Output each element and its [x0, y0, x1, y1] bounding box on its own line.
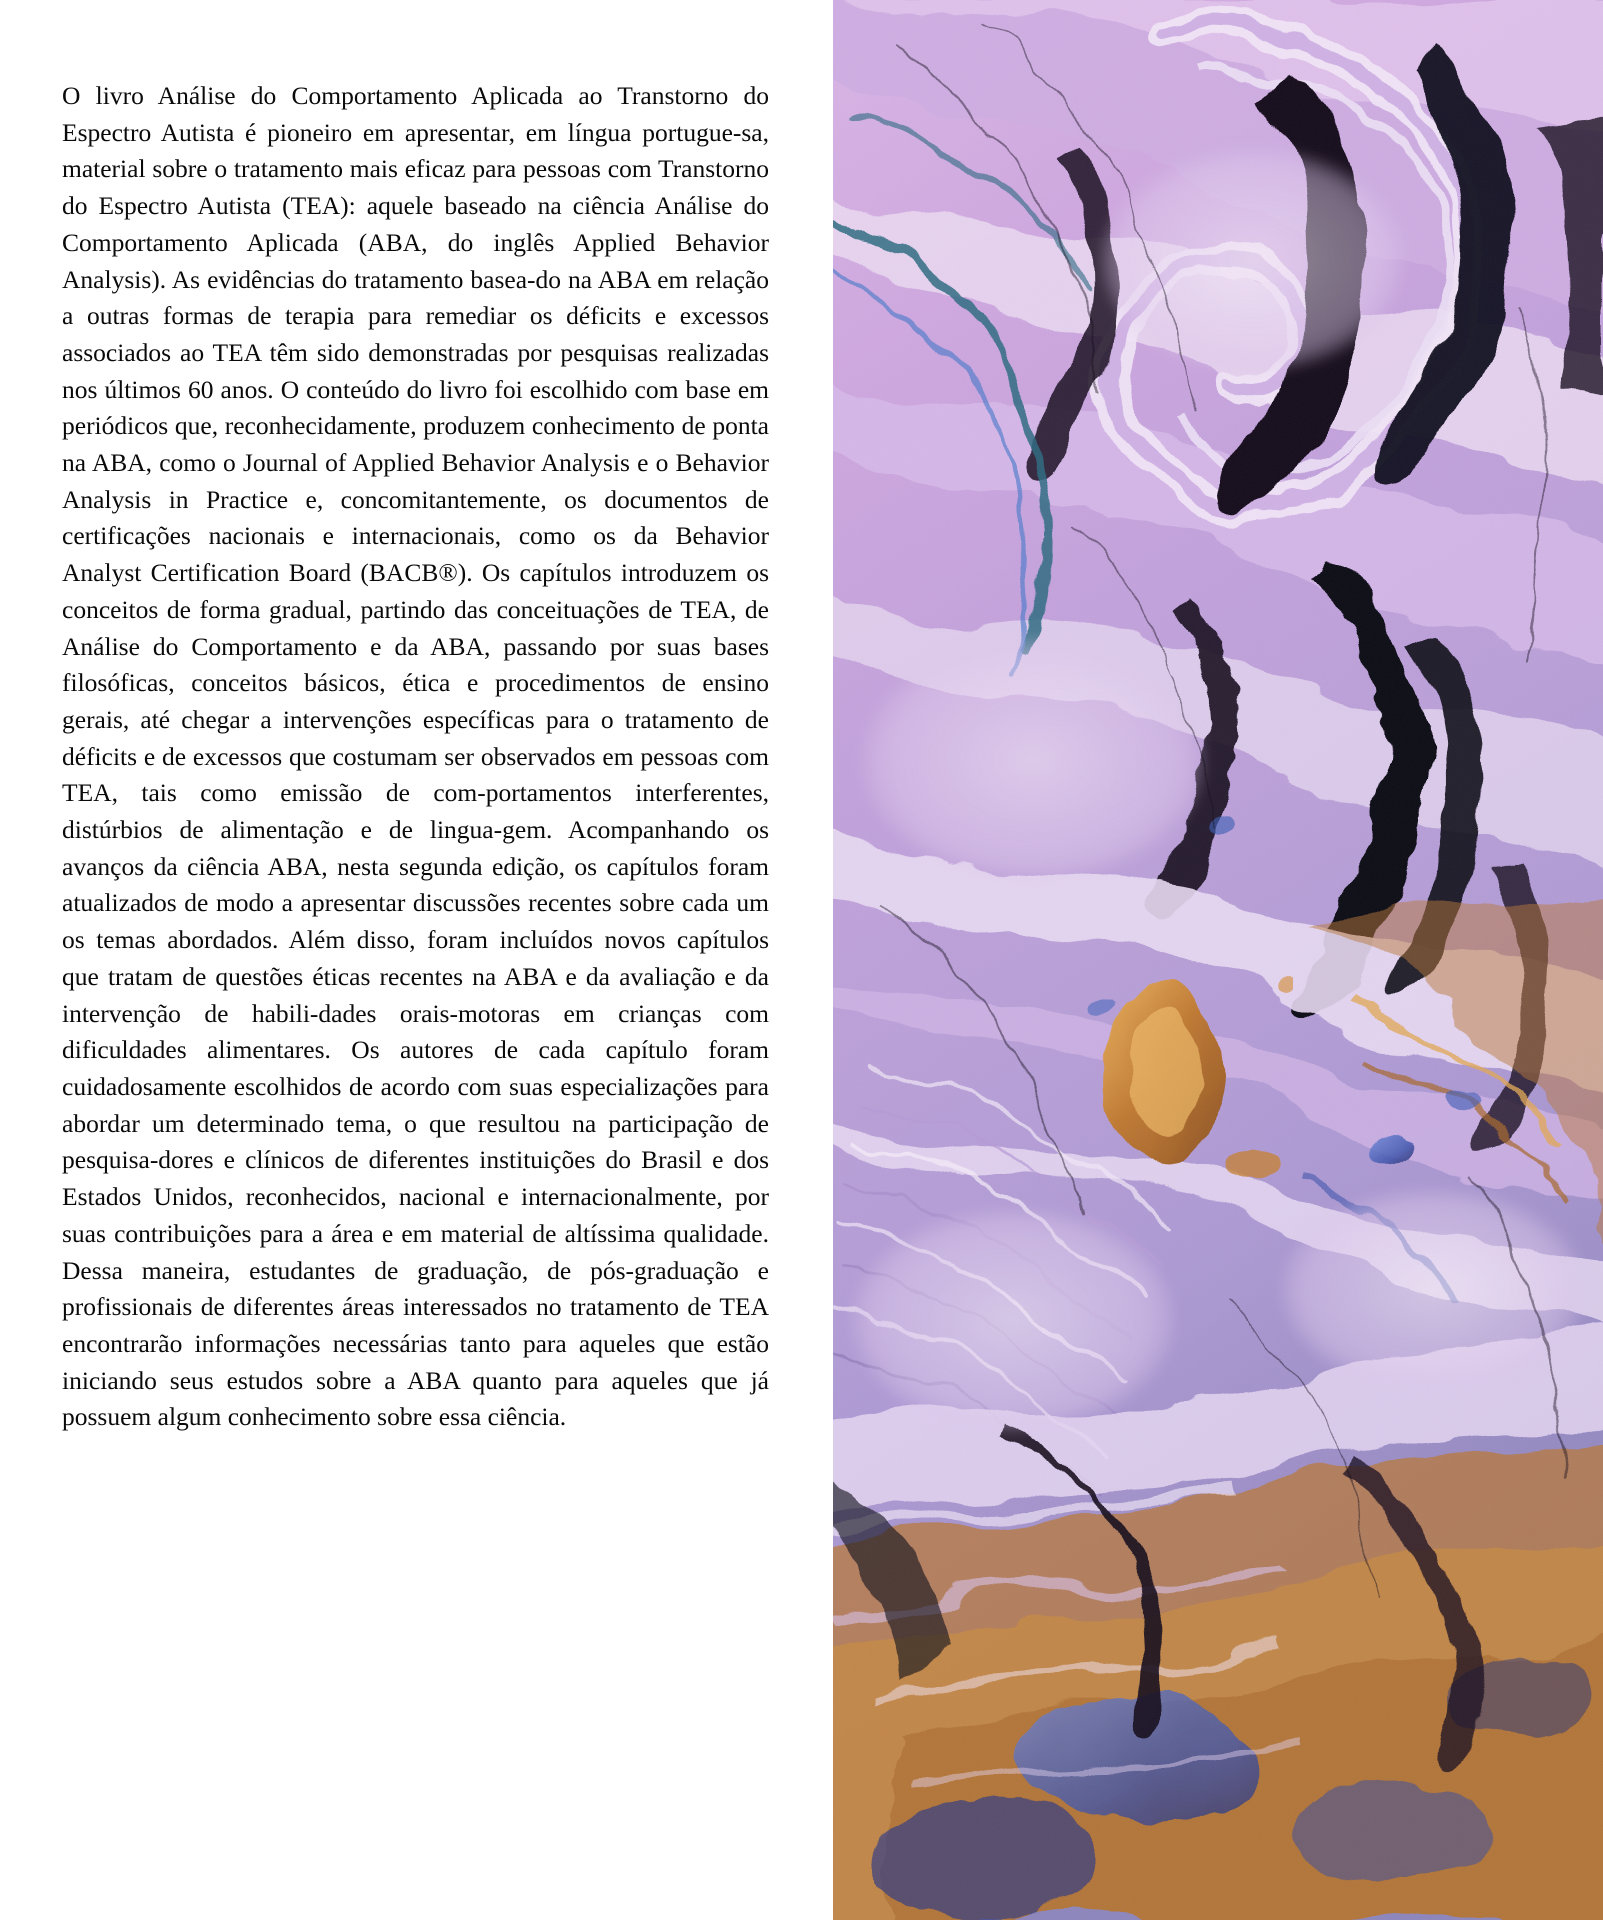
body-text-column: [62, 78, 769, 1436]
marbled-artwork-image: [833, 0, 1603, 1920]
body-paragraph: O livro Análise do Comportamento Aplicada ao Transtorno do Espectro Autista é pioneiro em apresentar, em língua portugue-sa, material sobre o tratamento mais eficaz para pessoas com Transtorno do Espectro Autista (TEA): aquele baseado na ciência Análise do Comportamento Aplicada (ABA, do inglês Applied Behavior Analysis). As evidências do tratamento basea-do na ABA em relação a outras formas de terapia para remediar os déficits e excessos associados ao TEA têm sido demonstradas por pesquisas realizadas nos últimos 60 anos. O conteúdo do livro foi escolhido com base em periódicos que, reconhecidamente, produzem conhecimento de ponta na ABA, como o Journal of Applied Behavior Analysis e o Behavior Analysis in Practice e, concomitantemente, os documentos de certificações nacionais e internacionais, como os da Behavior Analyst Certification Board (BACB®). Os capítulos introduzem os conceitos de forma gradual, partindo das conceituações de TEA, de Análise do Comportamento e da ABA, passando por suas bases filosóficas, conceitos básicos, ética e procedimentos de ensino gerais, até chegar a intervenções específicas para o tratamento de déficits e de excessos que costumam ser observados em pessoas com TEA, tais como emissão de com-portamentos interferentes, distúrbios de alimentação e de lingua-gem. Acompanhando os avanços da ciência ABA, nesta segunda edição, os capítulos foram atualizados de modo a apresentar discussões recentes sobre cada um os temas abordados. Além disso, foram incluídos novos capítulos que tratam de questões éticas recentes na ABA e da avaliação e da intervenção de habili-dades orais-motoras em crianças com dificuldades alimentares. Os autores de cada capítulo foram cuidadosamente escolhidos de acordo com suas especializações para abordar um determinado tema, o que resultou na participação de pesquisa-dores e clínicos de diferentes instituições do Brasil e dos Estados Unidos, reconhecidos, nacional e internacionalmente, por suas contribuições para a área e em material de altíssima qualidade. Dessa maneira, estudantes de graduação, de pós-graduação e profissionais de diferentes áreas interessados no tratamento de TEA encontrarão informações necessárias tanto para aqueles que estão iniciando seus estudos sobre a ABA quanto para aqueles que já possuem algum conhecimento sobre essa ciência.: [62, 81, 769, 1432]
marbled-artwork-panel: [833, 0, 1603, 1920]
